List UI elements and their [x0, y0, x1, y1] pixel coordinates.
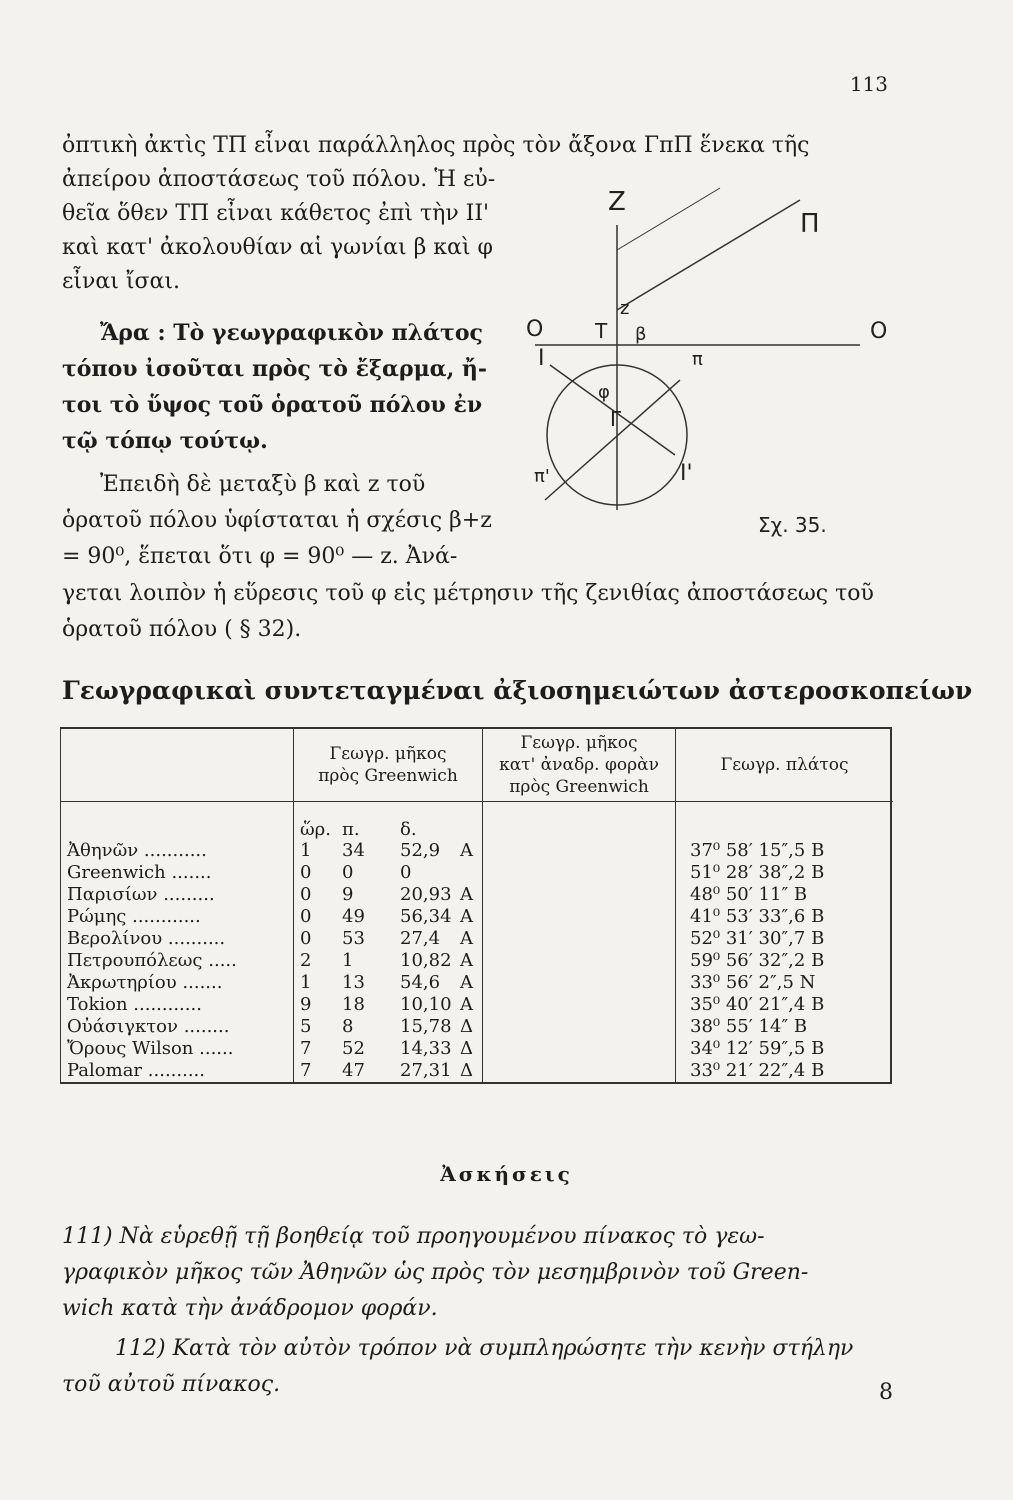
leader-dots: .......... [167, 928, 226, 949]
sightline-ray [617, 200, 800, 310]
intro-line: εἶναι ἴσαι. [62, 269, 180, 294]
equator-line [545, 380, 680, 500]
lon-minutes: 8 [342, 1016, 354, 1037]
lon-hours: 0 [300, 928, 312, 949]
label-Z: Z [608, 187, 626, 217]
lon-minutes: 53 [342, 928, 365, 949]
exercise-line: τοῦ αὐτοῦ πίνακος. [62, 1372, 281, 1397]
lon-seconds: 10,10 [400, 994, 452, 1015]
table-row [61, 862, 893, 884]
intro-line: θεῖα ὅθεν ΤΠ εἶναι κάθετος ἐπὶ τὴν ΙΙ' [62, 201, 490, 226]
theorem-line: τόπου ἰσοῦται πρὸς τὸ ἔξαρμα, ἤ- [62, 356, 488, 382]
lon-seconds: 27,4 [400, 928, 441, 949]
lon-hours: 9 [300, 994, 312, 1015]
lon-reverse-cell [483, 906, 676, 928]
table-row [61, 1038, 893, 1060]
exercise-line: 112) Κατὰ τὸν αὐτὸν τρόπον νὰ συμπληρώσητε τὴν κενὴν στήλην [115, 1336, 854, 1361]
table-row [61, 972, 893, 994]
lon-hours: 7 [300, 1060, 312, 1081]
label-pi: π [692, 349, 703, 370]
exercise-line: γραφικὸν μῆκος τῶν Ἀθηνῶν ὡς πρὸς τὸν μεσημβρινὸν τοῦ Green- [62, 1260, 809, 1285]
lon-minutes: 0 [342, 862, 354, 883]
lon-direction: A [460, 972, 473, 993]
theorem-line: Ἄρα : Τὸ γεωγραφικὸν πλάτος [100, 320, 483, 346]
observatory-name: Πετρουπόλεως [67, 950, 203, 971]
lon-hours: 2 [300, 950, 312, 971]
lon-seconds: 54,6 [400, 972, 441, 993]
unit-hour: ὥρ. [300, 819, 331, 840]
lon-reverse-cell [483, 1060, 676, 1082]
text-line: γεται λοιπὸν ἡ εὕρεσις τοῦ φ εἰς μέτρησιν τῆς ζενιθίας ἀποστάσεως τοῦ [62, 581, 874, 606]
lon-minutes: 18 [342, 994, 365, 1015]
header-latitude: Γεωγρ. πλάτος [676, 729, 894, 802]
unit-second: δ. [400, 819, 417, 840]
latitude: 59⁰ 56′ 32″,2 B [676, 950, 894, 972]
table-row [61, 906, 893, 928]
lon-reverse-cell [483, 950, 676, 972]
intro-line: ἀπείρου ἀποστάσεως τοῦ πόλου. Ἡ εὐ- [62, 167, 496, 192]
label-I-prime: I' [680, 461, 693, 486]
lon-minutes: 1 [342, 950, 354, 971]
observatory-name: Βερολίνου [67, 928, 163, 949]
table-row [61, 1016, 893, 1038]
label-T: T [595, 319, 608, 343]
lon-direction: A [460, 928, 473, 949]
lon-hours: 1 [300, 840, 312, 861]
latitude: 34⁰ 12′ 59″,5 B [676, 1038, 894, 1060]
label-z: z [620, 298, 630, 319]
header-longitude: Γεωγρ. μῆκος πρὸς Greenwich [294, 729, 483, 802]
lon-reverse-cell [483, 884, 676, 906]
label-I: I [538, 346, 545, 371]
lon-seconds: 56,34 [400, 906, 452, 927]
figure-caption: Σχ. 35. [758, 513, 827, 537]
footer-number: 8 [879, 1380, 893, 1405]
lon-seconds: 14,33 [400, 1038, 452, 1059]
unit-minute: π. [342, 819, 360, 840]
text-line: ὁρατοῦ πόλου ὑφίσταται ἡ σχέσις β+z [62, 508, 492, 533]
table-row [61, 928, 893, 950]
label-pi-prime: π' [534, 466, 550, 487]
page-number: 113 [849, 72, 888, 96]
latitude: 38⁰ 55′ 14″ B [676, 1016, 894, 1038]
leader-dots: ........ [183, 1016, 230, 1037]
lon-direction: Δ [460, 1060, 473, 1081]
table-row [61, 884, 893, 906]
lon-reverse-cell [483, 1016, 676, 1038]
observatory-name: Tokion [67, 994, 128, 1015]
leader-dots: ............ [132, 906, 201, 927]
leader-dots: ..... [208, 950, 237, 971]
lon-reverse-cell [483, 928, 676, 950]
latitude: 51⁰ 28′ 38″,2 B [676, 862, 894, 884]
latitude: 52⁰ 31′ 30″,7 B [676, 928, 894, 950]
text-line: = 90⁰, ἕπεται ὅτι φ = 90⁰ — z. Ἀνά- [62, 544, 458, 569]
latitude: 33⁰ 21′ 22″,4 B [676, 1060, 894, 1082]
lon-hours: 1 [300, 972, 312, 993]
table-row [61, 950, 893, 972]
lon-minutes: 49 [342, 906, 365, 927]
lon-minutes: 34 [342, 840, 365, 861]
lon-seconds: 27,31 [400, 1060, 452, 1081]
intro-line: καὶ κατ' ἀκολουθίαν αἱ γωνίαι β καὶ φ [62, 235, 493, 260]
lon-hours: 5 [300, 1016, 312, 1037]
lon-reverse-cell [483, 972, 676, 994]
lon-direction: Δ [460, 1016, 473, 1037]
table-row [61, 1060, 893, 1082]
leader-dots: ............ [133, 994, 202, 1015]
lon-minutes: 13 [342, 972, 365, 993]
observatory-name: Οὐάσιγκτον [67, 1016, 178, 1037]
observatory-name: Παρισίων [67, 884, 158, 905]
exercises-title: Ἀσκήσεις [440, 1162, 573, 1186]
lon-direction: A [460, 994, 473, 1015]
lon-reverse-cell [483, 1038, 676, 1060]
header-longitude-reverse: Γεωγρ. μῆκος κατ' ἀναδρ. φορὰν πρὸς Greenwich [483, 729, 676, 802]
lon-reverse-cell [483, 862, 676, 884]
units-row [61, 802, 893, 841]
latitude: 35⁰ 40′ 21″,4 B [676, 994, 894, 1016]
theorem-line: τῷ τόπῳ τούτῳ. [62, 428, 268, 454]
latitude: 41⁰ 53′ 33″,6 B [676, 906, 894, 928]
lon-direction: Δ [460, 1038, 473, 1059]
table-row [61, 840, 893, 862]
lon-minutes: 47 [342, 1060, 365, 1081]
leader-dots: ....... [182, 972, 223, 993]
latitude: 33⁰ 56′ 2″,5 N [676, 972, 894, 994]
text-line: Ἐπειδὴ δὲ μεταξὺ β καὶ z τοῦ [100, 472, 426, 497]
label-P: Π [800, 209, 820, 239]
lon-hours: 0 [300, 862, 312, 883]
table-row [61, 994, 893, 1016]
lon-direction: A [460, 840, 473, 861]
observatory-name: Ρώμης [67, 906, 127, 927]
label-O-left: O [526, 317, 544, 342]
exercise-line: 111) Νὰ εὑρεθῇ τῇ βοηθείᾳ τοῦ προηγουμένου πίνακος τὸ γεω- [62, 1224, 765, 1249]
lon-minutes: 9 [342, 884, 354, 905]
observatory-name: Greenwich [67, 862, 166, 883]
coordinates-table [60, 727, 892, 1084]
label-beta: β [635, 324, 647, 345]
label-phi: φ [598, 382, 610, 403]
table-title: Γεωγραφικαὶ συντεταγμέναι ἀξιοσημειώτων ἀστεροσκοπείων [62, 676, 973, 705]
observatory-name: Ἀκρωτηρίου [67, 972, 177, 993]
leader-dots: ...... [199, 1038, 234, 1059]
lon-hours: 0 [300, 884, 312, 905]
lon-seconds: 52,9 [400, 840, 441, 861]
lon-reverse-cell [483, 994, 676, 1016]
lon-direction: A [460, 884, 473, 905]
lon-minutes: 52 [342, 1038, 365, 1059]
intro-line: ὀπτικὴ ἀκτὶς ΤΠ εἶναι παράλληλος πρὸς τὸν ἄξονα ΓπΠ ἕνεκα τῆς [62, 133, 810, 158]
lon-direction: A [460, 906, 473, 927]
lon-direction: A [460, 950, 473, 971]
observatory-name: Ἀθηνῶν [67, 840, 139, 861]
parallel-ray [617, 188, 720, 250]
leader-dots: ........... [143, 840, 207, 861]
label-O-right: O [870, 319, 888, 344]
lon-seconds: 0 [400, 862, 412, 883]
lon-hours: 0 [300, 906, 312, 927]
text-line: ὁρατοῦ πόλου ( § 32). [62, 617, 302, 642]
latitude: 37⁰ 58′ 15″,5 B [676, 840, 894, 862]
lon-hours: 7 [300, 1038, 312, 1059]
leader-dots: .......... [147, 1060, 205, 1081]
lon-seconds: 15,78 [400, 1016, 452, 1037]
exercise-line: wich κατὰ τὴν ἀνάδρομον φοράν. [62, 1296, 438, 1321]
leader-dots: ......... [163, 884, 215, 905]
label-Gamma: Γ [610, 407, 622, 431]
header-name [61, 729, 294, 802]
lon-reverse-cell [483, 840, 676, 862]
lon-seconds: 10,82 [400, 950, 452, 971]
lon-seconds: 20,93 [400, 884, 452, 905]
observatory-name: Palomar [67, 1060, 143, 1081]
observatory-name: Ὄρους Wilson [67, 1038, 194, 1059]
celestial-diagram [520, 180, 890, 540]
theorem-line: τοι τὸ ὕψος τοῦ ὁρατοῦ πόλου ἐν [62, 392, 483, 418]
leader-dots: ....... [171, 862, 212, 883]
latitude: 48⁰ 50′ 11″ B [676, 884, 894, 906]
